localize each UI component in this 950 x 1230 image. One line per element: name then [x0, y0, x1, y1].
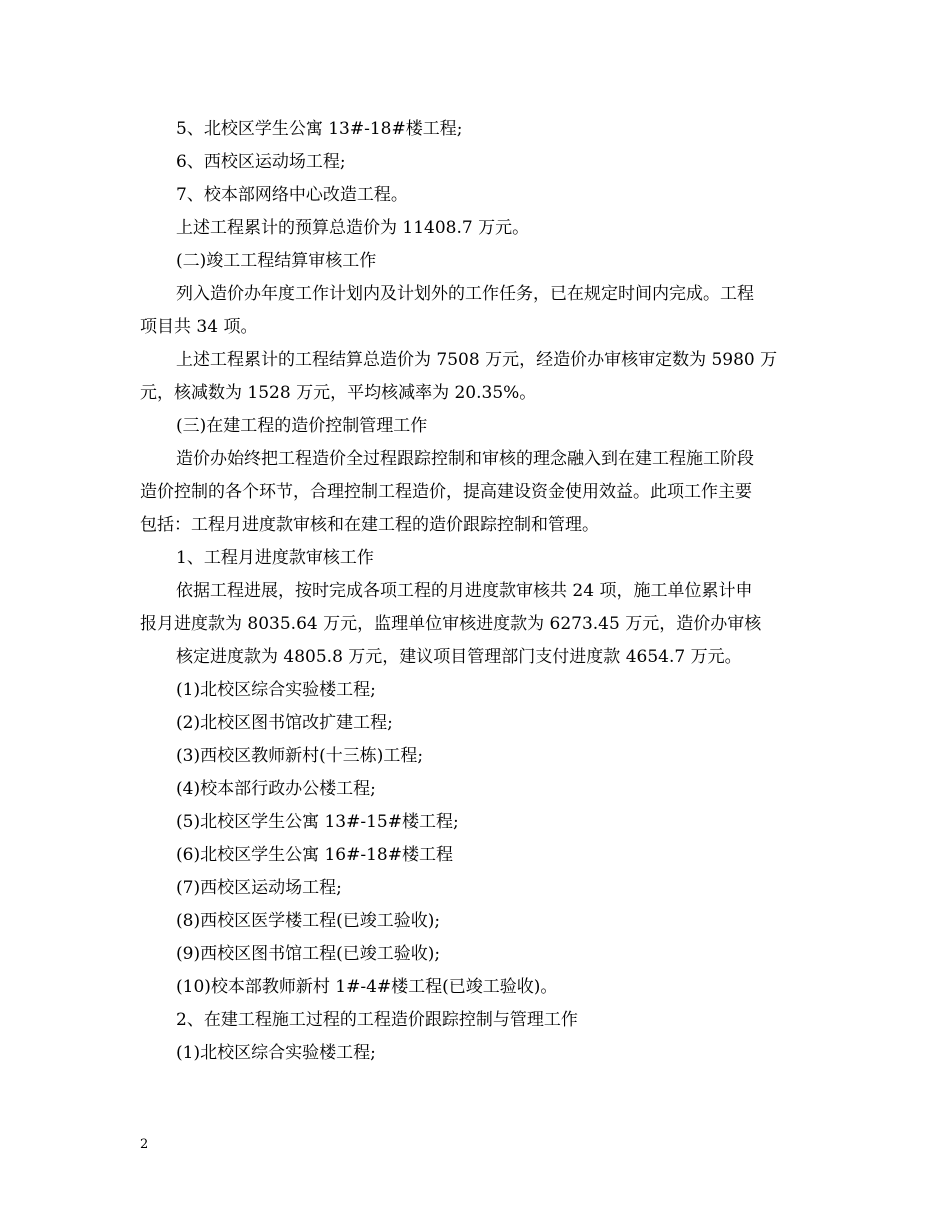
- text-line: 5、北校区学生公寓 13#-18#楼工程;: [176, 119, 463, 139]
- page-number: 2: [140, 1137, 149, 1152]
- text-line: (3)西校区教师新村(十三栋)工程;: [176, 746, 424, 766]
- document-body: [140, 113, 812, 1070]
- text-line: 造价办始终把工程造价全过程跟踪控制和审核的理念融入到在建工程施工阶段: [176, 449, 754, 469]
- text-line: (5)北校区学生公寓 13#-15#楼工程;: [176, 812, 459, 832]
- text-line: 上述工程累计的预算总造价为 11408.7 万元。: [176, 218, 530, 238]
- text-line: (2)北校区图书馆改扩建工程;: [176, 713, 393, 733]
- text-line: 2、在建工程施工过程的工程造价跟踪控制与管理工作: [176, 1010, 578, 1030]
- text-line: (4)校本部行政办公楼工程;: [176, 779, 376, 799]
- text-line: (三)在建工程的造价控制管理工作: [176, 416, 428, 436]
- text-line: (1)北校区综合实验楼工程;: [176, 680, 376, 700]
- text-line: 依据工程进展，按时完成各项工程的月进度款审核共 24 项，施工单位累计申: [176, 581, 753, 601]
- text-line: (9)西校区图书馆工程(已竣工验收);: [176, 944, 441, 964]
- text-line: 核定进度款为 4805.8 万元，建议项目管理部门支付进度款 4654.7 万元。: [176, 647, 742, 667]
- text-line: (6)北校区学生公寓 16#-18#楼工程: [176, 845, 453, 865]
- text-line: (1)北校区综合实验楼工程;: [176, 1043, 376, 1063]
- text-line: 7、校本部网络中心改造工程。: [176, 185, 408, 205]
- text-line: (10)校本部教师新村 1#-4#楼工程(已竣工验收)。: [176, 977, 558, 997]
- text-line: 上述工程累计的工程结算总造价为 7508 万元，经造价办审核审定数为 5980 万: [176, 350, 778, 370]
- text-line: 元，核减数为 1528 万元，平均核减率为 20.35%。: [140, 383, 537, 403]
- text-line: 列入造价办年度工作计划内及计划外的工作任务，已在规定时间内完成。工程: [176, 284, 754, 304]
- text-line: 1、工程月进度款审核工作: [176, 548, 374, 568]
- text-line: 项目共 34 项。: [140, 317, 258, 337]
- text-line: (二)竣工工程结算审核工作: [176, 251, 377, 271]
- text-line: (7)西校区运动场工程;: [176, 878, 342, 898]
- text-line: 包括：工程月进度款审核和在建工程的造价跟踪控制和管理。: [140, 515, 599, 535]
- text-line: (8)西校区医学楼工程(已竣工验收);: [176, 911, 441, 931]
- text-line: 报月进度款为 8035.64 万元，监理单位审核进度款为 6273.45 万元，造价办审核: [140, 614, 762, 634]
- text-line: 6、西校区运动场工程;: [176, 152, 346, 172]
- text-line: 造价控制的各个环节，合理控制工程造价，提高建设资金使用效益。此项工作主要: [140, 482, 752, 502]
